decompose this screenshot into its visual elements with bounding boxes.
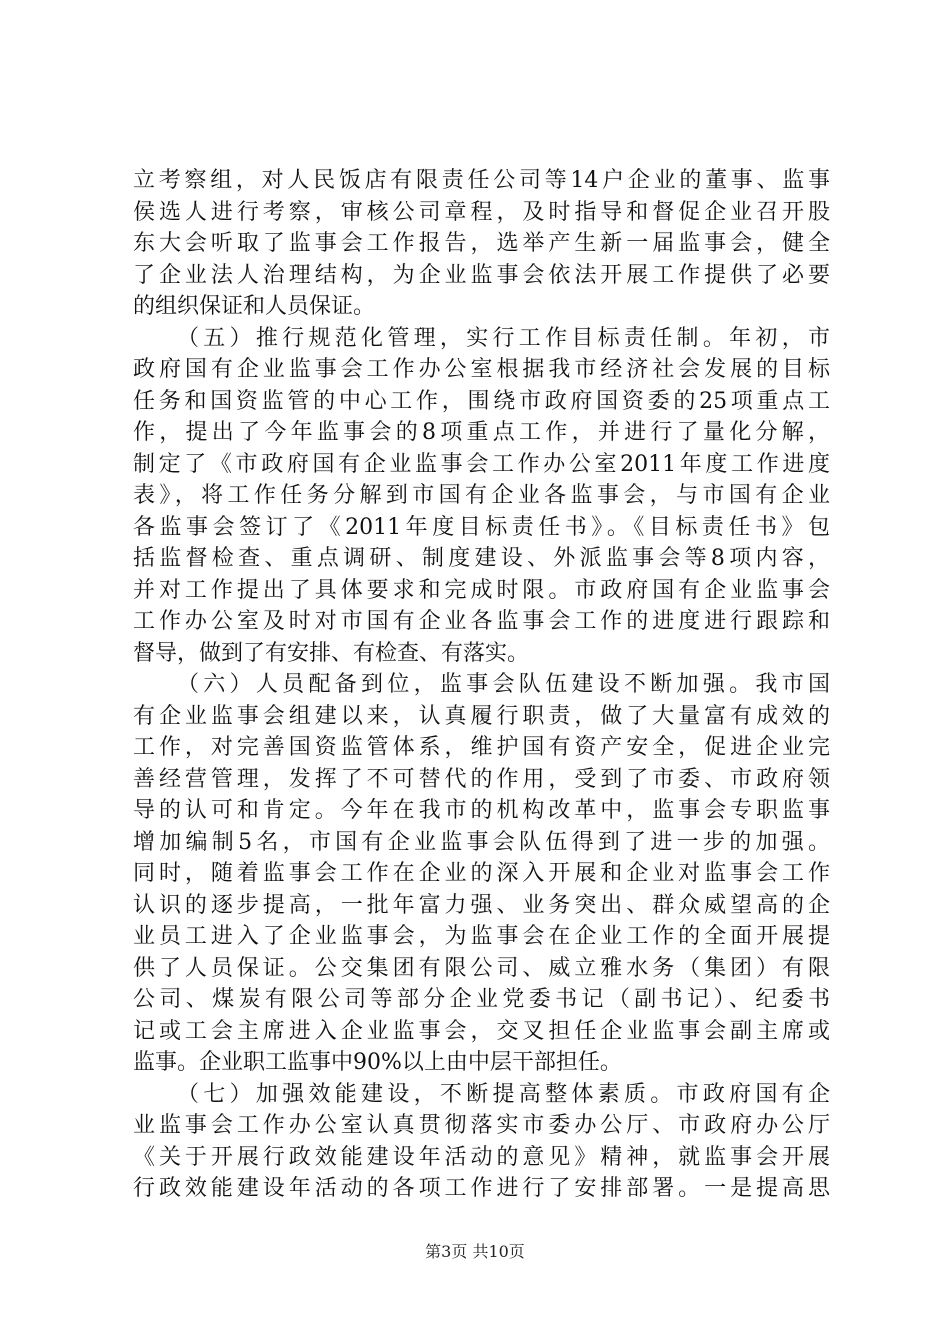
- text-line: 增加编制5名，市国有企业监事会队伍得到了进一步的加强。: [133, 829, 830, 855]
- text-line: 工作，对完善国资监管体系，维护国有资产安全，促进企业完: [133, 735, 830, 760]
- text-line: （七）加强效能建设，不断提高整体素质。市政府国有企: [177, 1081, 830, 1107]
- text-line: 善经营管理，发挥了不可替代的作用，受到了市委、市政府领: [133, 766, 830, 792]
- text-line: 的组织保证和人员保证。: [133, 294, 376, 319]
- text-line: 导的认可和肯定。今年在我市的机构改革中，监事会专职监事: [133, 798, 830, 823]
- text-line: 任务和国资监管的中心工作，围绕市政府国资委的25项重点工: [133, 388, 830, 414]
- text-line: 作，提出了今年监事会的8项重点工作，并进行了量化分解，: [133, 420, 830, 445]
- text-line: （六）人员配备到位，监事会队伍建设不断加强。我市国: [177, 672, 830, 697]
- text-line: 表》，将工作任务分解到市国有企业各监事会，与市国有企业: [133, 483, 830, 508]
- text-line: 行政效能建设年活动的各项工作进行了安排部署。一是提高思: [133, 1176, 830, 1201]
- text-line: 侯选人进行考察，审核公司章程，及时指导和督促企业召开股: [133, 199, 830, 225]
- text-line: 括监督检查、重点调研、制度建设、外派监事会等8项内容，: [133, 546, 830, 571]
- text-line: 政府国有企业监事会工作办公室根据我市经济社会发展的目标: [133, 357, 830, 382]
- text-line: 业员工进入了企业监事会，为监事会在企业工作的全面开展提: [133, 924, 830, 949]
- text-line: 记或工会主席进入企业监事会，交叉担任企业监事会副主席或: [133, 1018, 830, 1044]
- page-number: 第3页 共10页: [425, 1242, 525, 1261]
- text-line: 《关于开展行政效能建设年活动的意见》精神，就监事会开展: [133, 1144, 830, 1170]
- text-line: （五）推行规范化管理，实行工作目标责任制。年初，市: [177, 325, 830, 351]
- text-line: 督导，做到了有安排、有检查、有落实。: [133, 640, 530, 666]
- text-line: 工作办公室及时对市国有企业各监事会工作的进度进行跟踪和: [133, 609, 830, 634]
- text-line: 东大会听取了监事会工作报告，选举产生新一届监事会，健全: [133, 231, 830, 256]
- text-line: 监事。企业职工监事中90%以上由中层干部担任。: [133, 1050, 622, 1075]
- text-line: 并对工作提出了具体要求和完成时限。市政府国有企业监事会: [133, 577, 830, 603]
- text-line: 公司、煤炭有限公司等部分企业党委书记（副书记）、纪委书: [133, 987, 830, 1012]
- text-line: 各监事会签订了《2011年度目标责任书》。《目标责任书》包: [133, 514, 830, 540]
- text-line: 认识的逐步提高，一批年富力强、业务突出、群众威望高的企: [133, 892, 830, 918]
- document-body: [133, 165, 830, 1205]
- text-line: 了企业法人治理结构，为企业监事会依法开展工作提供了必要: [133, 262, 830, 288]
- page-footer: [0, 1242, 950, 1262]
- text-line: 业监事会工作办公室认真贯彻落实市委办公厅、市政府办公厅: [133, 1113, 830, 1138]
- text-line: 同时，随着监事会工作在企业的深入开展和企业对监事会工作: [133, 861, 830, 886]
- text-line: 有企业监事会组建以来，认真履行职责，做了大量富有成效的: [133, 703, 830, 729]
- text-line: 供了人员保证。公交集团有限公司、威立雅水务（集团）有限: [133, 955, 830, 981]
- text-line: 制定了《市政府国有企业监事会工作办公室2011年度工作进度: [133, 451, 830, 477]
- text-line: 立考察组，对人民饭店有限责任公司等14户企业的董事、监事: [133, 168, 830, 193]
